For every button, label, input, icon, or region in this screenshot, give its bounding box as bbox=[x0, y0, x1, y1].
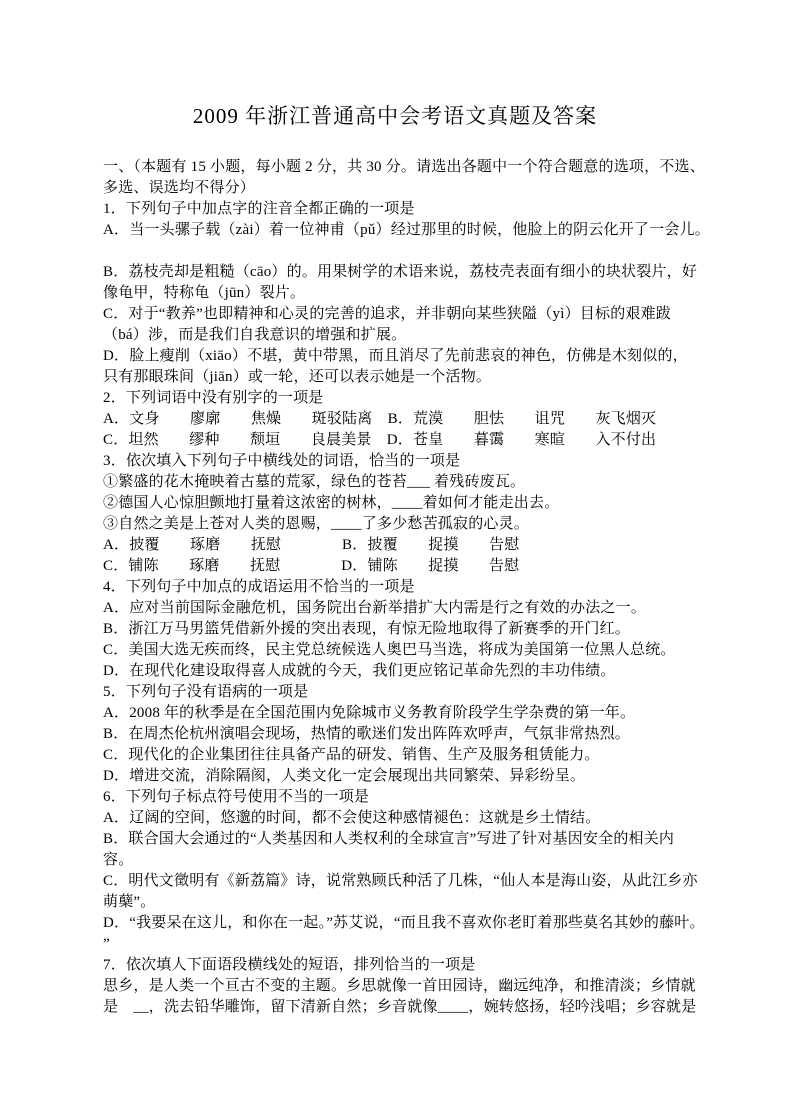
doc-line-q5-a: A．2008 年的秋季是在全国范围内免除城市义务教育阶段学生学杂费的第一年。 bbox=[103, 705, 636, 721]
doc-line-q6-c: C．明代文徵明有《新荔篇》诗，说常熟顾氏种活了几株，“仙人本是海山姿，从此江乡亦 bbox=[103, 873, 698, 889]
doc-line-q6-b-cont: 容。 bbox=[103, 852, 134, 868]
doc-line-q1-b-cont: 像龟甲，特称龟（jūn）裂片。 bbox=[103, 285, 306, 301]
document-body bbox=[103, 157, 710, 1018]
doc-line-q6-b: B．联合国大会通过的“人类基因和人类权利的全球宣言”写进了针对基因安全的相关内 bbox=[103, 831, 675, 847]
doc-line-q1: 1．下列句子中加点字的注音全都正确的一项是 bbox=[103, 201, 415, 217]
doc-line-q6-a: A．辽阔的空间，悠邈的时间，都不会使这种感情褪色：这就是乡土情结。 bbox=[103, 810, 601, 826]
doc-line-q4-a: A．应对当前国际金融危机，国务院出台新举措扩大内需是行之有效的办法之一。 bbox=[103, 600, 647, 616]
doc-line-q2-ab: A．文身 廖廓 焦燥 斑驳陆离 B．荒漠 胆怯 诅咒 灰飞烟灭 bbox=[103, 411, 657, 427]
doc-line-q1-b: B．荔枝壳却是粗糙（cāo）的。用果树学的术语来说，荔枝壳表面有细小的块状裂片，好 bbox=[103, 264, 698, 280]
doc-line-q1-c: C．对于“教养”也即精神和心灵的完善的追求，并非朝向某些狭隘（yì）目标的艰难跋 bbox=[103, 306, 671, 322]
doc-line-q4: 4．下列句子中加点的成语运用不恰当的一项是 bbox=[103, 579, 415, 595]
doc-line-q3-s1: ①繁盛的花木掩映着古墓的荒冢，绿色的苍苔___ 着残砖废瓦。 bbox=[103, 474, 526, 490]
doc-line-q5-c: C．现代化的企业集团往往具备产品的研发、销售、生产及服务租赁能力。 bbox=[103, 747, 600, 763]
doc-line-q7-passage: 思乡，是人类一个亘古不变的主题。乡思就像一首田园诗，幽远纯净，和推清淡；乡情就 bbox=[103, 978, 696, 994]
doc-line-q5: 5．下列句子没有语病的一项是 bbox=[103, 684, 309, 700]
doc-line-q1-c-cont: （bá）涉，而是我们自我意识的增强和扩展。 bbox=[103, 327, 407, 343]
doc-line-q5-d: D．增进交流，消除隔阂，人类文化一定会展现出共同繁荣、异彩纷呈。 bbox=[103, 768, 586, 784]
doc-line-q2-cd: C．坦然 缪种 颓垣 良晨美景 D．苍皇 暮霭 寒暄 入不付出 bbox=[103, 432, 657, 448]
doc-line-q1-a: A．当一头骡子载（zài）着一位神甫（pǔ）经过那里的时候，他脸上的阴云化开了一会儿。 bbox=[103, 222, 710, 238]
doc-line-q3-cd: C．铺陈 琢磨 抚慰 D．铺陈 捉摸 告慰 bbox=[103, 558, 520, 574]
doc-line-q3-s2: ②德国人心惊胆颤地打量着这浓密的树林，____着如何才能走出去。 bbox=[103, 495, 560, 511]
doc-line-q1-d: D．脸上瘦削（xiāo）不堪，黄中带黑，而且消尽了先前悲哀的神色，仿佛是木刻似的， bbox=[103, 348, 688, 364]
doc-line-q4-d: D．在现代化建设取得喜人成就的今天，我们更应铭记革命先烈的丰功伟绩。 bbox=[103, 663, 616, 679]
doc-line-q6-d-cont: ” bbox=[103, 936, 110, 952]
doc-line-blank bbox=[103, 241, 703, 262]
doc-line-q3: 3．依次填入下列句子中横线处的词语，恰当的一项是 bbox=[103, 453, 461, 469]
doc-line-q3-ab: A．披覆 琢磨 抚慰 B．披覆 捉摸 告慰 bbox=[103, 537, 520, 553]
doc-line-q7: 7．依次填人下面语段横线处的短语，排列恰当的一项是 bbox=[103, 957, 476, 973]
doc-line-intro: 一、（本题有 15 小题，每小题 2 分，共 30 分。请选出各题中一个符合题意的选项，不选、 bbox=[103, 159, 705, 175]
doc-line-q1-d-cont: 只有那眼珠间（jiān）或一轮，还可以表示她是一个活物。 bbox=[103, 369, 492, 385]
document-title: 2009 年浙江普通高中会考语文真题及答案 bbox=[192, 104, 598, 128]
doc-line-q4-b: B．浙江万马男篮凭借新外援的突出表现，有惊无险地取得了新赛季的开门红。 bbox=[103, 621, 631, 637]
doc-line-q3-s3: ③自然之美是上苍对人类的恩赐，____了多少愁苦孤寂的心灵。 bbox=[103, 516, 530, 532]
doc-line-q4-c: C．美国大选无疾而终，民主党总统候选人奥巴马当选，将成为美国第一位黑人总统。 bbox=[103, 642, 676, 658]
doc-line-q2: 2．下列词语中没有别字的一项是 bbox=[103, 390, 324, 406]
doc-line-q6-c-cont: 萌蘖”。 bbox=[103, 894, 156, 910]
doc-line-intro-cont: 多选、误选均不得分） bbox=[103, 180, 256, 196]
doc-line-q6: 6．下列句子标点符号使用不当的一项是 bbox=[103, 789, 370, 805]
doc-line-q5-b: B．在周杰伦杭州演唱会现场，热情的歌迷们发出阵阵欢呼声，气氛非常热烈。 bbox=[103, 726, 631, 742]
doc-line-q6-d: D．“我要呆在这儿，和你在一起。”苏艾说，“而且我不喜欢你老盯着那些莫名其妙的藤叶。 bbox=[103, 915, 705, 931]
doc-line-q7-passage-cont: 是 __，洗去铅华雕饰，留下清新自然；乡音就像____，婉转悠扬，轻吟浅唱；乡容就是 bbox=[103, 999, 697, 1015]
